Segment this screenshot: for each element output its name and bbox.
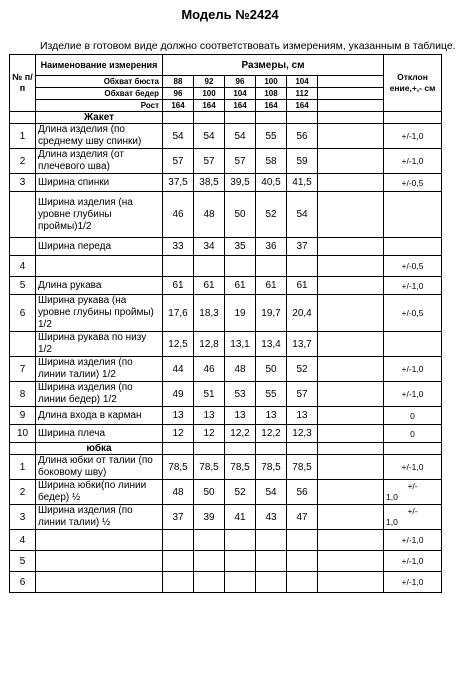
size-value: 37 — [163, 505, 194, 530]
empty-cell — [318, 455, 384, 480]
empty-cell — [163, 443, 194, 455]
row-number: 5 — [10, 551, 36, 572]
table-row — [10, 382, 442, 407]
bust-size: 88 — [163, 76, 194, 88]
size-value: 57 — [163, 149, 194, 174]
empty-cell — [318, 149, 384, 174]
section-title-skirt: юбка — [36, 443, 163, 455]
size-value: 17,6 — [163, 295, 194, 332]
measurement-name: Ширина юбки(по линии бедер) ½ — [36, 480, 163, 505]
empty-cell — [318, 332, 384, 357]
size-value: 33 — [163, 238, 194, 256]
height-size: 164 — [225, 100, 256, 112]
table-row — [10, 480, 442, 505]
size-value: 34 — [194, 238, 225, 256]
height-size: 164 — [163, 100, 194, 112]
measurement-name: Ширина рукава по низу 1/2 — [36, 332, 163, 357]
tolerance-value: +/-1,0 — [384, 149, 442, 174]
header-num: № п/п — [10, 55, 36, 112]
measurement-name: Ширина изделия (по линии талии) 1/2 — [36, 357, 163, 382]
table-row — [10, 277, 442, 295]
empty-cell — [318, 192, 384, 238]
empty-cell — [10, 443, 36, 455]
size-value — [163, 256, 194, 277]
tolerance-value: 0 — [384, 407, 442, 425]
row-number: 6 — [10, 295, 36, 332]
table-row — [10, 407, 442, 425]
size-value — [194, 551, 225, 572]
size-value: 38,5 — [194, 174, 225, 192]
row-number: 6 — [10, 572, 36, 593]
size-value: 20,4 — [287, 295, 318, 332]
tolerance-value: +/-1,0 — [384, 357, 442, 382]
header-name: Наименование измерения — [36, 55, 163, 76]
empty-cell — [318, 407, 384, 425]
empty-cell — [287, 443, 318, 455]
table-row — [10, 425, 442, 443]
row-number: 3 — [10, 174, 36, 192]
table-row — [10, 149, 442, 174]
size-value: 54 — [194, 124, 225, 149]
empty-cell — [318, 295, 384, 332]
bust-size: 100 — [256, 76, 287, 88]
tolerance-value — [384, 505, 442, 530]
row-number: 9 — [10, 407, 36, 425]
size-value: 61 — [287, 277, 318, 295]
size-value: 61 — [163, 277, 194, 295]
size-value: 39,5 — [225, 174, 256, 192]
size-value — [287, 572, 318, 593]
size-value: 12,2 — [225, 425, 256, 443]
empty-cell — [318, 238, 384, 256]
measurement-name: Ширина плеча — [36, 425, 163, 443]
size-value: 47 — [287, 505, 318, 530]
size-value: 78,5 — [256, 455, 287, 480]
table-row — [10, 455, 442, 480]
tolerance-value: 0 — [384, 425, 442, 443]
empty-cell — [225, 443, 256, 455]
size-value: 36 — [256, 238, 287, 256]
size-value: 57 — [287, 382, 318, 407]
hips-size: 104 — [225, 88, 256, 100]
measurement-name: Ширина изделия (по линии талии) ½ — [36, 505, 163, 530]
size-value: 50 — [225, 192, 256, 238]
hips-size: 112 — [287, 88, 318, 100]
size-value: 50 — [194, 480, 225, 505]
empty-cell — [10, 112, 36, 124]
size-value: 12,2 — [256, 425, 287, 443]
size-value: 13 — [163, 407, 194, 425]
size-value: 13,4 — [256, 332, 287, 357]
size-value: 54 — [225, 124, 256, 149]
section-row-jacket — [10, 112, 442, 124]
size-value: 44 — [163, 357, 194, 382]
row-number: 1 — [10, 455, 36, 480]
size-value: 50 — [256, 357, 287, 382]
empty-cell — [318, 382, 384, 407]
tolerance-part: +/- — [407, 506, 418, 516]
tolerance-part: 1,0 — [386, 517, 398, 527]
table-row — [10, 295, 442, 332]
measurement-name: Длина изделия (по среднему шву спинки) — [36, 124, 163, 149]
empty-cell — [318, 100, 384, 112]
size-value — [256, 530, 287, 551]
hips-size: 108 — [256, 88, 287, 100]
size-value: 13,7 — [287, 332, 318, 357]
empty-cell — [318, 480, 384, 505]
row-number: 3 — [10, 505, 36, 530]
empty-cell — [318, 88, 384, 100]
size-value: 61 — [225, 277, 256, 295]
section-row-skirt — [10, 443, 442, 455]
size-value: 48 — [194, 192, 225, 238]
size-value: 51 — [194, 382, 225, 407]
empty-cell — [318, 124, 384, 149]
tolerance-part: +/- — [407, 481, 418, 491]
size-value: 56 — [287, 124, 318, 149]
table-row — [10, 505, 442, 530]
empty-cell — [318, 551, 384, 572]
size-value — [225, 256, 256, 277]
row-label-height: Рост — [36, 100, 163, 112]
size-value: 54 — [287, 192, 318, 238]
tolerance-value: +/-1,0 — [384, 572, 442, 593]
size-value: 56 — [287, 480, 318, 505]
size-value: 46 — [163, 192, 194, 238]
tolerance-value: +/-0,5 — [384, 256, 442, 277]
table-note: Изделие в готовом виде должно соответствовать измерениям, указанным в таблице. — [40, 40, 456, 52]
empty-cell — [384, 443, 442, 455]
size-value: 59 — [287, 149, 318, 174]
size-value — [194, 256, 225, 277]
row-number — [10, 192, 36, 238]
size-value: 54 — [163, 124, 194, 149]
size-value — [225, 572, 256, 593]
size-value: 43 — [256, 505, 287, 530]
empty-cell — [318, 256, 384, 277]
size-value: 61 — [194, 277, 225, 295]
size-value: 49 — [163, 382, 194, 407]
table-row — [10, 238, 442, 256]
measurement-name: Длина юбки от талии (по боковому шву) — [36, 455, 163, 480]
measurement-name: Длина рукава — [36, 277, 163, 295]
size-value: 48 — [163, 480, 194, 505]
size-value: 13 — [256, 407, 287, 425]
size-value: 13,1 — [225, 332, 256, 357]
size-value: 18,3 — [194, 295, 225, 332]
size-value: 12 — [163, 425, 194, 443]
row-label-hips: Обхват бедер — [36, 88, 163, 100]
size-value: 12 — [194, 425, 225, 443]
size-value — [194, 530, 225, 551]
size-value: 40,5 — [256, 174, 287, 192]
tolerance-value: +/-1,0 — [384, 277, 442, 295]
tolerance-value — [384, 332, 442, 357]
table-row — [10, 192, 442, 238]
tolerance-value: +/-1,0 — [384, 551, 442, 572]
height-size: 164 — [256, 100, 287, 112]
bust-size: 104 — [287, 76, 318, 88]
size-value: 12,8 — [194, 332, 225, 357]
row-number: 7 — [10, 357, 36, 382]
tolerance-value: +/-1,0 — [384, 124, 442, 149]
row-number: 2 — [10, 149, 36, 174]
size-value — [256, 256, 287, 277]
header-sizes: Размеры, см — [163, 55, 384, 76]
size-value: 41,5 — [287, 174, 318, 192]
empty-cell — [318, 277, 384, 295]
row-number: 4 — [10, 530, 36, 551]
row-number: 10 — [10, 425, 36, 443]
tolerance-value: +/-0,5 — [384, 174, 442, 192]
height-size: 164 — [287, 100, 318, 112]
size-value: 48 — [225, 357, 256, 382]
size-value: 57 — [225, 149, 256, 174]
size-value: 54 — [256, 480, 287, 505]
header-row — [10, 55, 442, 76]
size-value: 39 — [194, 505, 225, 530]
size-value: 52 — [225, 480, 256, 505]
size-value — [256, 572, 287, 593]
size-value: 13 — [194, 407, 225, 425]
table-row — [10, 124, 442, 149]
measurement-name: Ширина переда — [36, 238, 163, 256]
table-row — [10, 551, 442, 572]
size-value: 46 — [194, 357, 225, 382]
size-value — [287, 256, 318, 277]
size-value: 37,5 — [163, 174, 194, 192]
row-label-bust: Обхват бюста — [36, 76, 163, 88]
empty-cell — [318, 357, 384, 382]
measurement-name — [36, 256, 163, 277]
row-number: 1 — [10, 124, 36, 149]
header-tolerance: Отклон ение,+,- см — [384, 55, 442, 112]
size-value: 37 — [287, 238, 318, 256]
size-value — [163, 551, 194, 572]
row-number — [10, 238, 36, 256]
empty-cell — [318, 425, 384, 443]
size-value: 52 — [287, 357, 318, 382]
size-value: 19,7 — [256, 295, 287, 332]
size-value: 41 — [225, 505, 256, 530]
size-value: 55 — [256, 382, 287, 407]
tolerance-value: +/-1,0 — [384, 382, 442, 407]
page-title: Модель №2424 — [181, 7, 279, 22]
empty-cell — [318, 76, 384, 88]
tolerance-value: +/-0,5 — [384, 295, 442, 332]
table-row — [10, 332, 442, 357]
measurements-table — [9, 54, 442, 593]
empty-cell — [318, 174, 384, 192]
size-value: 12,5 — [163, 332, 194, 357]
size-value — [225, 530, 256, 551]
measurement-name — [36, 572, 163, 593]
size-value — [163, 530, 194, 551]
height-row — [10, 100, 442, 112]
bust-row — [10, 76, 442, 88]
table-row — [10, 256, 442, 277]
table-row — [10, 357, 442, 382]
bust-size: 96 — [225, 76, 256, 88]
bust-size: 92 — [194, 76, 225, 88]
measurement-name: Ширина изделия (по линии бедер) 1/2 — [36, 382, 163, 407]
size-value — [287, 530, 318, 551]
measurement-name — [36, 551, 163, 572]
empty-cell — [256, 443, 287, 455]
size-value — [163, 572, 194, 593]
table-row — [10, 174, 442, 192]
hips-size: 96 — [163, 88, 194, 100]
empty-cell — [318, 530, 384, 551]
empty-cell — [318, 572, 384, 593]
measurement-name: Длина входа в карман — [36, 407, 163, 425]
measurement-name: Ширина изделия (на уровне глубины проймы)1/2 — [36, 192, 163, 238]
measurement-name: Ширина спинки — [36, 174, 163, 192]
size-value: 19 — [225, 295, 256, 332]
size-value — [287, 551, 318, 572]
tolerance-part: 1,0 — [386, 492, 398, 502]
tolerance-value — [384, 238, 442, 256]
size-value — [256, 551, 287, 572]
row-number: 5 — [10, 277, 36, 295]
measurement-name: Ширина рукава (на уровне глубины проймы) 1/2 — [36, 295, 163, 332]
table-row — [10, 530, 442, 551]
row-number: 8 — [10, 382, 36, 407]
hips-size: 100 — [194, 88, 225, 100]
size-value: 13 — [287, 407, 318, 425]
tolerance-value: +/-1,0 — [384, 455, 442, 480]
empty-cell — [194, 443, 225, 455]
size-value: 12,3 — [287, 425, 318, 443]
tolerance-value: +/-1,0 — [384, 530, 442, 551]
size-value: 52 — [256, 192, 287, 238]
size-value: 57 — [194, 149, 225, 174]
size-value: 61 — [256, 277, 287, 295]
row-number: 2 — [10, 480, 36, 505]
size-value: 35 — [225, 238, 256, 256]
size-value: 78,5 — [194, 455, 225, 480]
size-value: 53 — [225, 382, 256, 407]
size-value — [194, 572, 225, 593]
size-value — [225, 551, 256, 572]
height-size: 164 — [194, 100, 225, 112]
row-number: 4 — [10, 256, 36, 277]
section-title-jacket: Жакет — [36, 112, 163, 124]
row-number — [10, 332, 36, 357]
tolerance-value — [384, 480, 442, 505]
size-value: 78,5 — [163, 455, 194, 480]
measurement-name: Длина изделия (от плечевого шва) — [36, 149, 163, 174]
hips-row — [10, 88, 442, 100]
table-row — [10, 572, 442, 593]
measurement-name — [36, 530, 163, 551]
size-value: 55 — [256, 124, 287, 149]
empty-cell — [318, 443, 384, 455]
size-value: 13 — [225, 407, 256, 425]
size-value: 78,5 — [225, 455, 256, 480]
tolerance-value — [384, 192, 442, 238]
size-value: 58 — [256, 149, 287, 174]
size-value: 78,5 — [287, 455, 318, 480]
empty-cell — [318, 505, 384, 530]
